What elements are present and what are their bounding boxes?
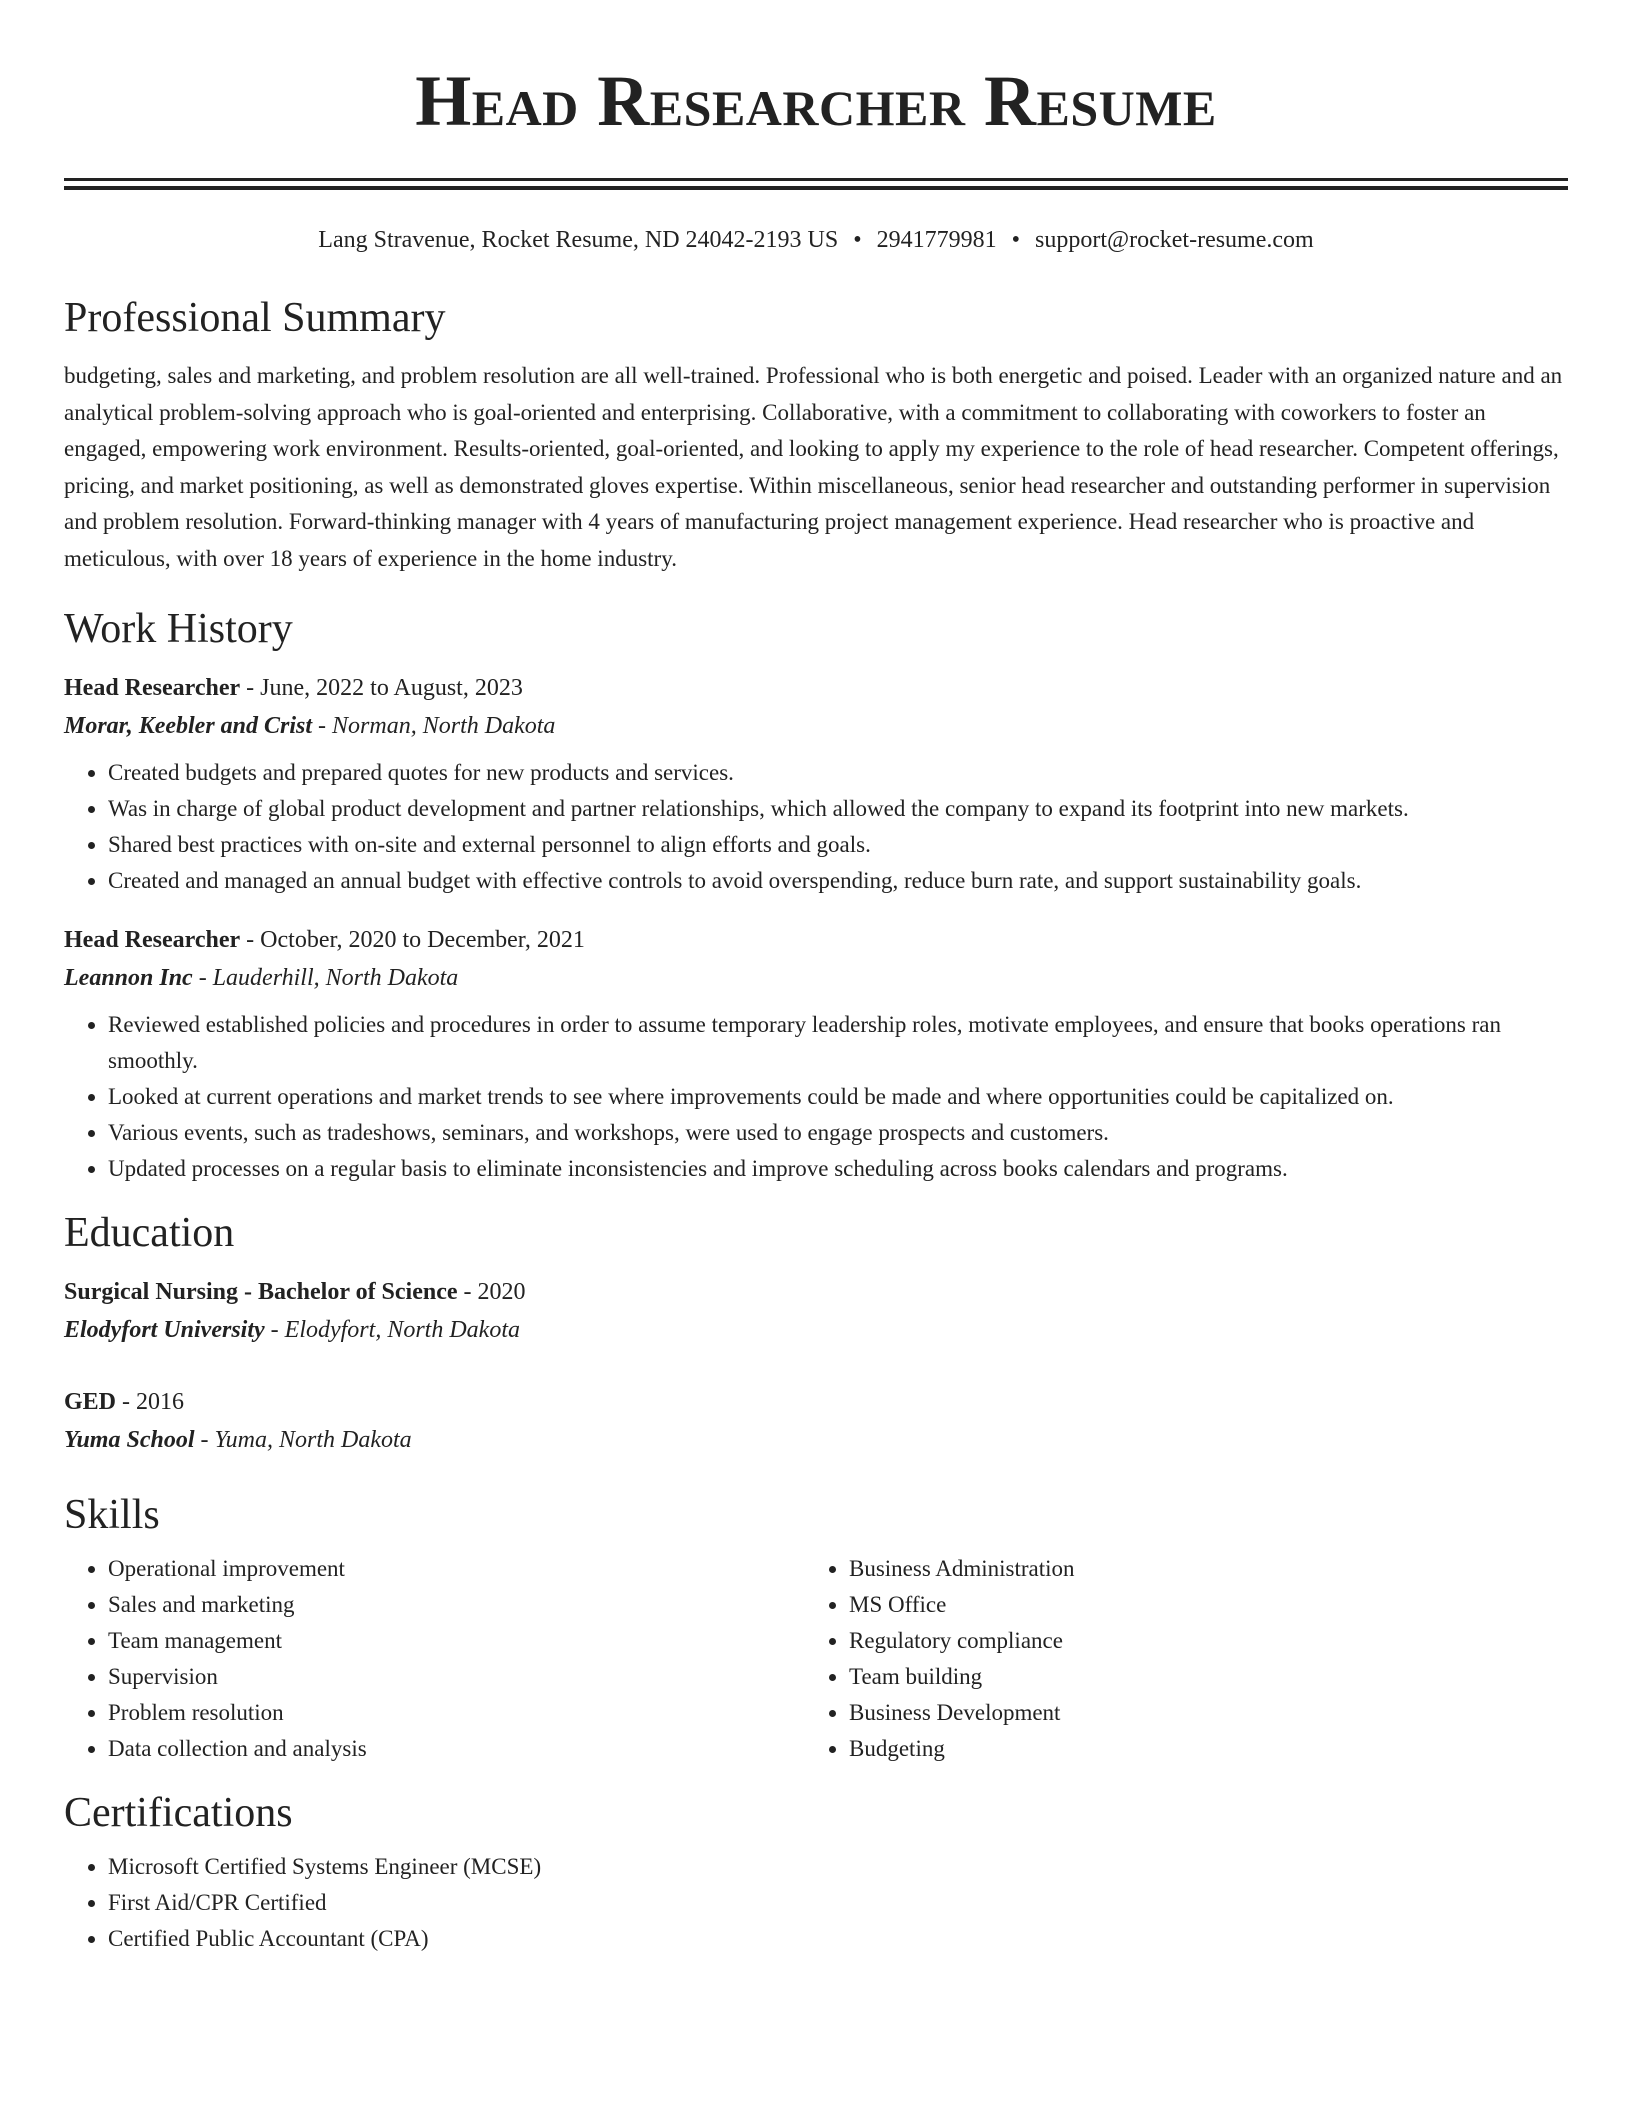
summary-heading: Professional Summary <box>64 295 446 341</box>
skills-column-left <box>64 1551 805 1767</box>
skills-grid <box>64 1551 1568 1767</box>
skills-column-right <box>805 1551 1546 1767</box>
certification-item: • Certified Public Accountant (CPA) <box>108 1921 1568 1957</box>
job-entry <box>64 669 1568 899</box>
work-history-heading: Work History <box>64 606 293 652</box>
education-heading: Education <box>64 1210 235 1256</box>
title-divider-bottom <box>64 186 1568 190</box>
certifications-section <box>64 1787 1568 1957</box>
job-bullet: • Created budgets and prepared quotes for new products and services. <box>108 755 1568 791</box>
skill-item: • Data collection and analysis <box>108 1731 805 1767</box>
job-location: Lauderhill, North Dakota <box>212 965 459 991</box>
job-dates: June, 2022 to August, 2023 <box>260 675 523 701</box>
job-title-line: Head Researcher - October, 2020 to December, 2021 <box>64 927 585 953</box>
skill-item: • Budgeting <box>849 1731 1546 1767</box>
certification-item: • First Aid/CPR Certified <box>108 1885 1568 1921</box>
education-section <box>64 1207 1568 1459</box>
job-bullet: • Shared best practices with on-site and external personnel to align efforts and goals. <box>108 827 1568 863</box>
summary-text: budgeting, sales and marketing, and problem resolution are all well-trained. Professional who is both energetic and poised. Leader with an organized nature and an analytical problem-solving approach who is goal-oriented and enterprising. Collaborative, with a commitment to collaborating with coworkers to foster an engaged, empowering work environment. Results-oriented, goal-oriented, and looking to apply my experience to the role of head researcher. Competent offerings, pricing, and market positioning, as well as demonstrated gloves expertise. Within miscellaneous, senior head researcher and outstanding performer in supervision and problem resolution. Forward-thinking manager with 4 years of manufacturing project management experience. Head researcher who is proactive and meticulous, with over 18 years of experience in the home industry. <box>64 363 1563 571</box>
skill-item: • Regulatory compliance <box>849 1623 1546 1659</box>
education-school-line: Elodyfort University - Elodyfort, North Dakota <box>64 1317 520 1343</box>
job-location: Norman, North Dakota <box>332 713 556 739</box>
certifications-list <box>64 1849 1568 1957</box>
education-school: Yuma School <box>64 1427 195 1453</box>
contact-line <box>64 224 1568 256</box>
job-company: Leannon Inc <box>64 965 193 991</box>
job-company-line: Morar, Keebler and Crist - Norman, North Dakota <box>64 713 556 739</box>
work-history-section <box>64 603 1568 1187</box>
education-degree: GED <box>64 1389 117 1415</box>
job-bullets <box>64 1007 1568 1187</box>
contact-email[interactable]: support@rocket-resume.com <box>1035 227 1314 253</box>
job-company-line: Leannon Inc - Lauderhill, North Dakota <box>64 965 459 991</box>
skill-item: • MS Office <box>849 1587 1546 1623</box>
skill-item: • Problem resolution <box>108 1695 805 1731</box>
page-title: Head Researcher Resume <box>415 61 1217 141</box>
job-bullet: • Reviewed established policies and procedures in order to assume temporary leadership roles, motivate employees, and ensure that books operations ran smoothly. <box>108 1007 1568 1079</box>
skill-item: • Team building <box>849 1659 1546 1695</box>
education-year: 2020 <box>477 1279 526 1305</box>
title-divider-top <box>64 178 1568 181</box>
education-entry <box>64 1273 1568 1349</box>
summary-section <box>64 292 1568 577</box>
contact-phone: 2941779981 <box>876 227 997 253</box>
job-title: Head Researcher <box>64 927 241 953</box>
skill-item: • Business Administration <box>849 1551 1546 1587</box>
job-bullet: • Looked at current operations and market trends to see where improvements could be made and where opportunities could be capitalized on. <box>108 1079 1568 1115</box>
skills-section <box>64 1489 1568 1767</box>
education-year: 2016 <box>136 1389 185 1415</box>
education-school: Elodyfort University <box>64 1317 265 1343</box>
contact-address: Lang Stravenue, Rocket Resume, ND 24042-2193 US <box>318 227 839 253</box>
education-location: Elodyfort, North Dakota <box>284 1317 520 1343</box>
certifications-heading: Certifications <box>64 1790 293 1836</box>
education-degree-line: Surgical Nursing - Bachelor of Science - 2020 <box>64 1279 526 1305</box>
education-location: Yuma, North Dakota <box>214 1427 412 1453</box>
skill-item: • Sales and marketing <box>108 1587 805 1623</box>
skills-heading: Skills <box>64 1492 160 1538</box>
job-company: Morar, Keebler and Crist <box>64 713 313 739</box>
job-title-line: Head Researcher - June, 2022 to August, 2023 <box>64 675 523 701</box>
contact-separator: • <box>853 227 862 253</box>
education-entry <box>64 1383 1568 1459</box>
skill-item: • Business Development <box>849 1695 1546 1731</box>
education-degree-line: GED - 2016 <box>64 1389 185 1415</box>
job-bullet: • Was in charge of global product development and partner relationships, which allowed the company to expand its footprint into new markets. <box>108 791 1568 827</box>
job-title: Head Researcher <box>64 675 241 701</box>
skill-item: • Team management <box>108 1623 805 1659</box>
skill-item: • Supervision <box>108 1659 805 1695</box>
job-bullet: • Various events, such as tradeshows, seminars, and workshops, were used to engage prospects and customers. <box>108 1115 1568 1151</box>
job-dates: October, 2020 to December, 2021 <box>260 927 585 953</box>
job-bullet: • Created and managed an annual budget with effective controls to avoid overspending, reduce burn rate, and support sustainability goals. <box>108 863 1568 899</box>
job-entry <box>64 921 1568 1187</box>
skill-item: • Operational improvement <box>108 1551 805 1587</box>
certification-item: • Microsoft Certified Systems Engineer (MCSE) <box>108 1849 1568 1885</box>
education-school-line: Yuma School - Yuma, North Dakota <box>64 1427 412 1453</box>
education-degree: Surgical Nursing - Bachelor of Science <box>64 1279 458 1305</box>
job-bullet: • Updated processes on a regular basis to eliminate inconsistencies and improve scheduling across books calendars and programs. <box>108 1151 1568 1187</box>
job-bullets <box>64 755 1568 899</box>
contact-separator: • <box>1011 227 1021 253</box>
